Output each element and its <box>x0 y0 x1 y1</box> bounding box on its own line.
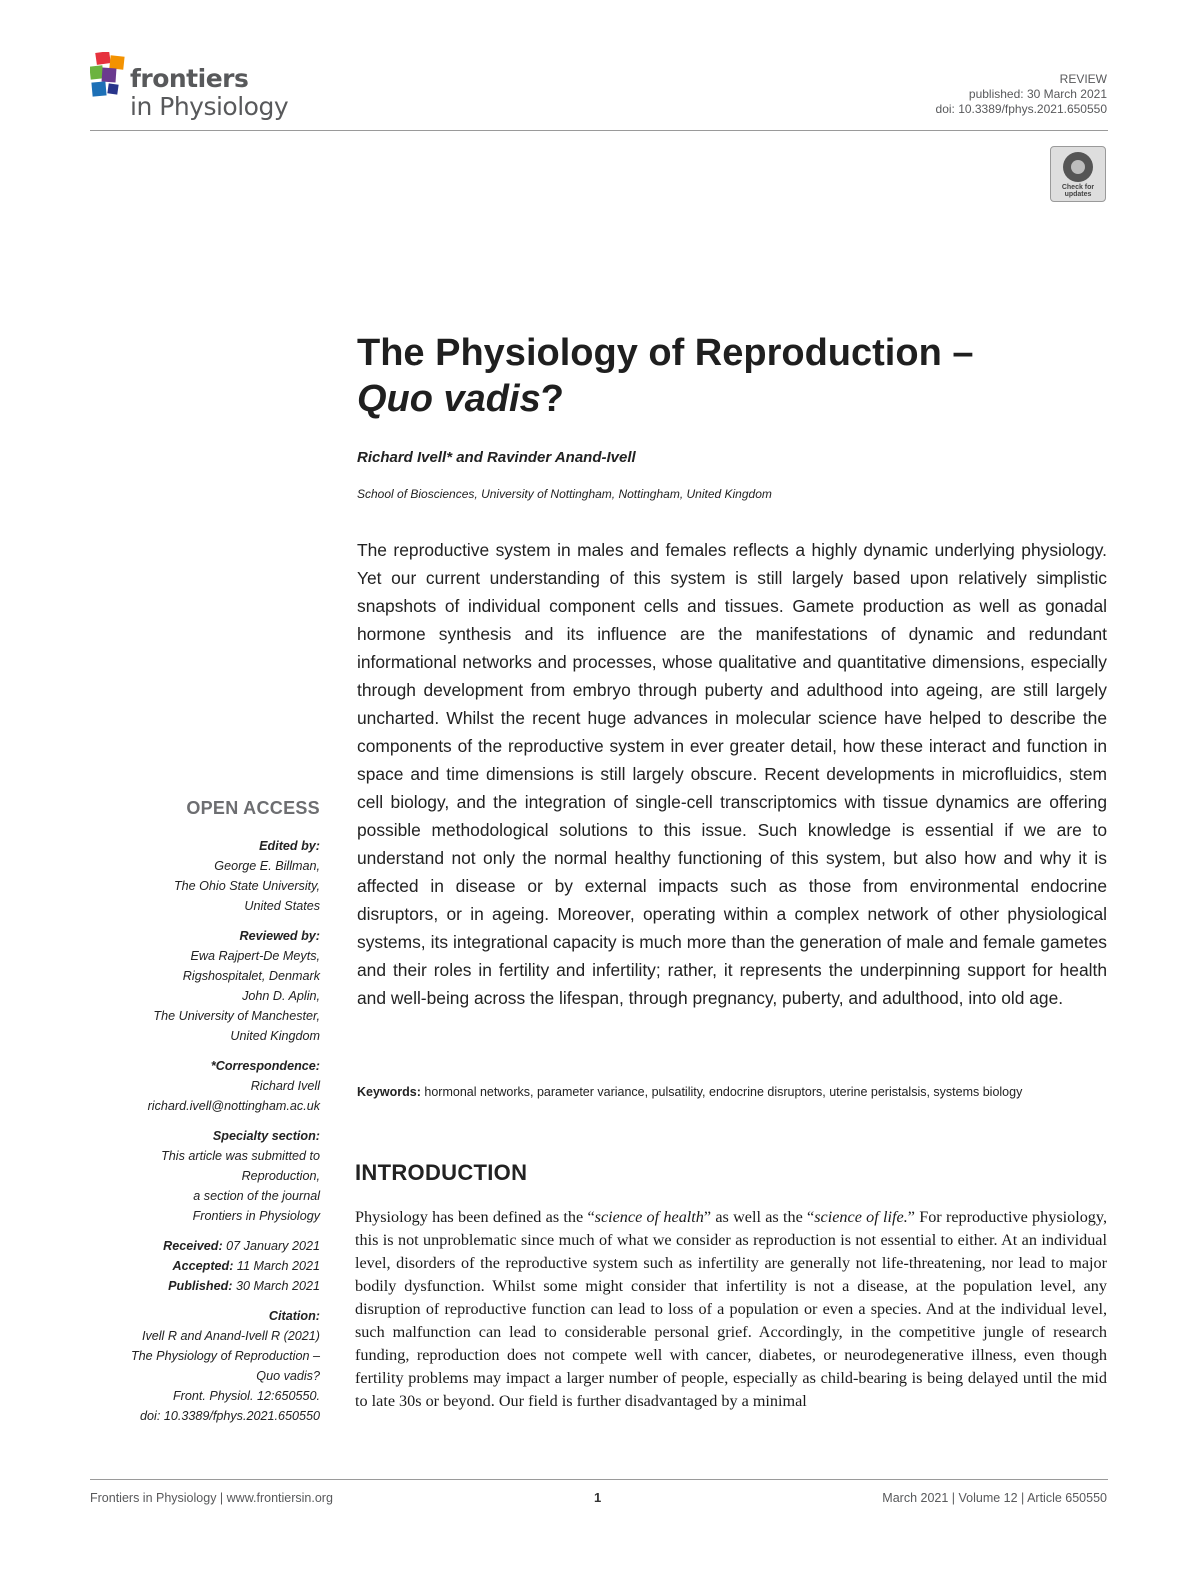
citation-line: The Physiology of Reproduction – <box>130 1349 320 1363</box>
edited-by <box>90 836 320 916</box>
reviewer-line: Rigshospitalet, Denmark <box>182 969 320 983</box>
article-sidebar <box>90 796 320 1436</box>
footer-journal[interactable]: Frontiers in Physiology | www.frontiersin.org <box>90 1491 333 1505</box>
citation-line: Ivell R and Anand-Ivell R (2021) <box>141 1329 320 1343</box>
citation <box>90 1306 320 1426</box>
specialty-section <box>90 1126 320 1226</box>
published-date: published: 30 March 2021 <box>968 87 1107 101</box>
intro-italic: science of health <box>594 1208 704 1226</box>
specialty-line: Frontiers in Physiology <box>192 1209 320 1223</box>
article-type: REVIEW <box>1059 72 1107 86</box>
frontiers-logo-icon <box>90 52 130 100</box>
editor-line: United States <box>244 899 320 913</box>
logo-wordmark: frontiers <box>130 64 249 93</box>
authors[interactable]: Richard Ivell* and Ravinder Anand-Ivell <box>357 449 636 466</box>
correspondence <box>90 1056 320 1116</box>
specialty-line: a section of the journal <box>193 1189 320 1203</box>
citation-line: Front. Physiol. 12:650550. <box>172 1389 320 1403</box>
affiliation: School of Biosciences, University of Nottingham, Nottingham, United Kingdom <box>357 487 772 501</box>
intro-text: ” as well as the “ <box>703 1208 815 1226</box>
specialty-line: This article was submitted to <box>161 1149 320 1163</box>
citation-doi[interactable]: doi: 10.3389/fphys.2021.650550 <box>140 1409 320 1423</box>
footer-divider <box>90 1479 1108 1480</box>
section-heading-introduction: INTRODUCTION <box>355 1160 528 1185</box>
reviewer-line: The University of Manchester, <box>153 1009 320 1023</box>
correspondence-name: Richard Ivell <box>250 1079 320 1093</box>
logo-journal-name: in Physiology <box>130 92 289 121</box>
title-italic: Quo vadis <box>357 378 541 420</box>
check-for-updates-badge[interactable] <box>1050 146 1106 202</box>
reviewer-line: Ewa Rajpert-De Meyts, <box>190 949 320 963</box>
crossmark-icon <box>1063 152 1093 182</box>
keywords-list: hormonal networks, parameter variance, pulsatility, endocrine disruptors, uterine peristalsis, systems biology <box>424 1085 1023 1099</box>
article-title <box>357 330 1117 422</box>
citation-label: Citation: <box>268 1309 320 1323</box>
published-date-sidebar <box>90 1276 320 1296</box>
reviewed-by-label: Reviewed by: <box>239 929 320 943</box>
intro-text: Physiology has been defined as the “ <box>355 1208 595 1226</box>
published-label: Published: <box>168 1279 233 1293</box>
page-number: 1 <box>594 1490 602 1505</box>
reviewer-line: United Kingdom <box>230 1029 320 1043</box>
keywords <box>357 1084 1107 1101</box>
abstract: The reproductive system in males and females reflects a highly dynamic underlying physiology. Yet our current understanding of this system is still largely based upon relatively simplistic snapshots of individual component cells and tissues. Gamete production as well as gonadal hormone synthesis and its influence are the manifestations of dynamic and redundant informational networks and processes, whose qualitative and quantitative dimensions, especially through development from embryo through puberty and adulthood into ageing, are still largely uncharted. Whilst the recent huge advances in molecular science have helped to describe the components of the reproductive system in ever greater detail, how these interact and function in space and time dimensions is still largely obscure. Recent developments in microfluidics, stem cell biology, and the integration of single-cell transcriptomics with tissue dynamics are offering possible methodological solutions to this issue. Such knowledge is essential if we are to understand not only the normal healthy functioning of this system, but also how and why it is affected in disease or by external impacts such as those from environmental endocrine disruptors, or in ageing. Moreover, operating within a complex network of other physiological systems, its integrational capacity is much more than the generation of male and female gametes and their roles in fertility and infertility; rather, it represents the underpinning support for health and well-being across the lifespan, through pregnancy, puberty, and adulthood, into old age. <box>357 540 1107 1008</box>
specialty-line: Reproduction, <box>241 1169 320 1183</box>
accepted-label: Accepted: <box>172 1259 234 1273</box>
title-tail: ? <box>540 378 564 420</box>
editor-line: The Ohio State University, <box>173 879 320 893</box>
header-divider <box>90 130 1108 131</box>
dates <box>90 1236 320 1296</box>
header-meta <box>936 72 1107 117</box>
published-value: 30 March 2021 <box>235 1279 320 1293</box>
footer-volume: March 2021 | Volume 12 | Article 650550 <box>882 1491 1107 1505</box>
intro-text: ” For reproductive physiology, this is not unproblematic since much of what we consider as reproduction is not essential to either. At an individual level, disorders of the reproductive system such as infertility are generally not life-threatening, nor lead to major bodily dysfunction. Whilst some might consider that infertility is not a disease, at the population level, any disruption of reproductive function can lead to loss of a population or even a species. And at the individual level, such malfunction can lead to considerable personal grief. Accordingly, in the competitive jungle of research funding, reproduction does not compete well with cancer, diabetes, or neurodegenerative illness, even though fertility problems may impact a larger number of people, especially as child-bearing is being delayed until the mid to late 30s or beyond. Our field is further disadvantaged by a minimal <box>355 1208 1107 1410</box>
doi-link[interactable]: doi: 10.3389/fphys.2021.650550 <box>935 102 1107 116</box>
received-date <box>90 1236 320 1256</box>
specialty-label: Specialty section: <box>212 1129 320 1143</box>
journal-logo[interactable] <box>90 52 320 122</box>
received-value: 07 January 2021 <box>226 1239 320 1253</box>
open-access-label: OPEN ACCESS <box>186 798 320 818</box>
accepted-value: 11 March 2021 <box>236 1259 320 1273</box>
reviewer-line: John D. Aplin, <box>242 989 320 1003</box>
citation-line: Quo vadis? <box>256 1369 320 1383</box>
keywords-label: Keywords: <box>357 1085 421 1099</box>
check-for-updates-label: Check for updates <box>1061 184 1095 198</box>
reviewed-by <box>90 926 320 1046</box>
accepted-date <box>90 1256 320 1276</box>
editor-line: George E. Billman, <box>214 859 320 873</box>
correspondence-email[interactable]: richard.ivell@nottingham.ac.uk <box>147 1099 320 1113</box>
intro-italic: science of life. <box>814 1208 908 1226</box>
received-label: Received: <box>163 1239 223 1253</box>
correspondence-label: *Correspondence: <box>210 1059 320 1073</box>
introduction-paragraph <box>355 1206 1107 1413</box>
title-line-1: The Physiology of Reproduction – <box>357 332 974 374</box>
edited-by-label: Edited by: <box>259 839 320 853</box>
